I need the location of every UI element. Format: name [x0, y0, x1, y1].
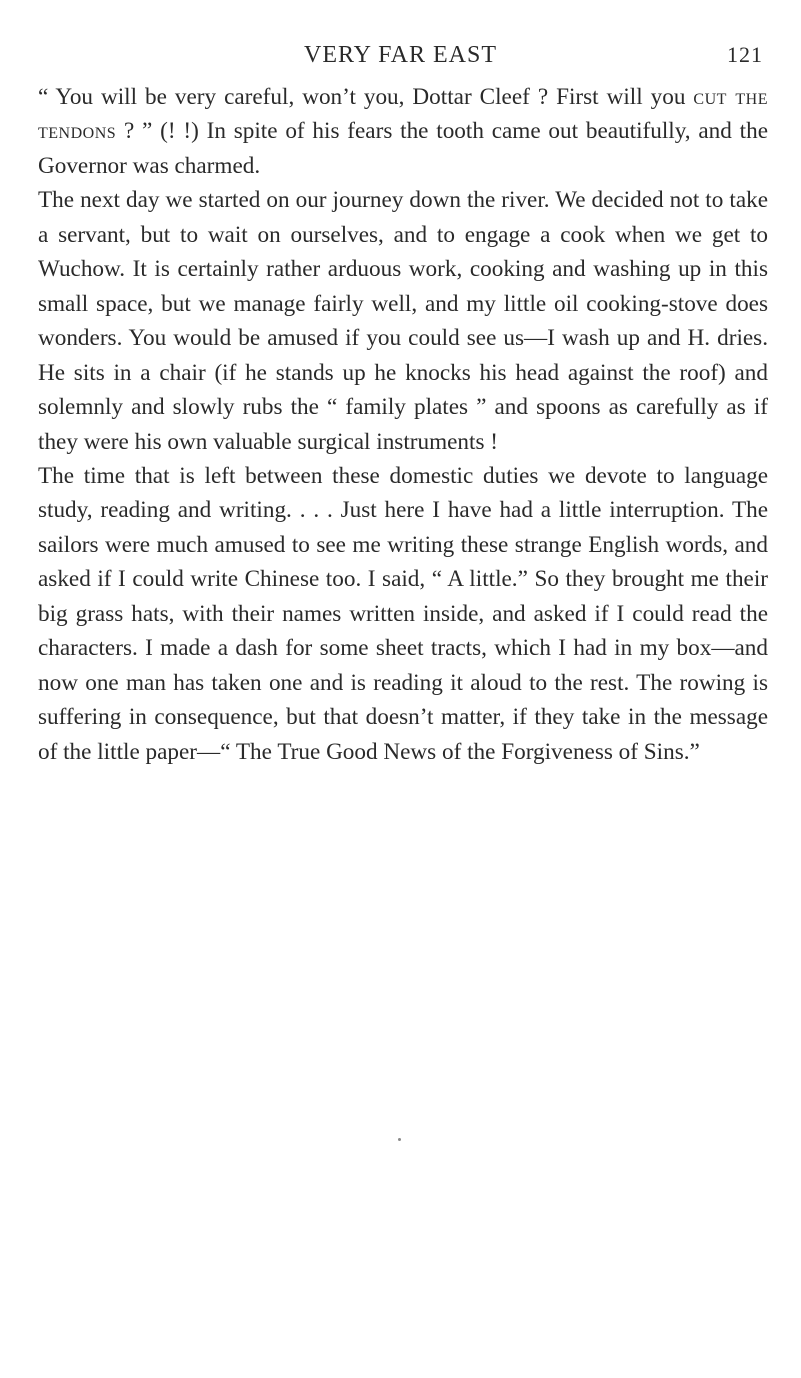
paragraph-1	[38, 80, 768, 183]
paragraph-1-part-a: “ You will be very careful, won’t you, Dottar Cleef ? First will you	[38, 84, 694, 110]
paragraph-2: The next day we started on our journey down the river. We decided not to take a servant, but to wait on ourselves, and to engage a cook when we get to Wuchow. It is certainly rather arduous work, cooking and washing up in this small space, but we manage fairly well, and my little oil cooking-stove does wonders. You would be amused if you could see us—I wash up and H. dries. He sits in a chair (if he stands up he knocks his head against the roof) and solemnly and slowly rubs the “ family plates ” and spoons as carefully as if they were his own valuable surgical instruments !	[38, 187, 768, 455]
paragraph-3: The time that is left between these domestic duties we devote to language study, reading and writing. . . . Just here I have had a little interruption. The sailors were much amused to see me writing these strange English words, and asked if I could write Chinese too. I said, “ A little.” So they brought me their big grass hats, with their names written inside, and asked if I could read the characters. I made a dash for some sheet tracts, which I had in my box—and now one man has taken one and is reading it aloud to the rest. The rowing is suffering in consequence, but that doesn’t matter, if they take in the message of the little paper—“ The True Good News of the Forgiveness of Sins.”	[38, 462, 768, 765]
small-caps-phrase: cut the tendons	[38, 84, 768, 145]
print-speck	[398, 1138, 401, 1141]
paragraph-1-part-b: ? ” (! !) In spite of his fears the tooth came out beautifully, and the Governor was charmed.	[38, 118, 768, 179]
page-number: 121	[727, 42, 763, 67]
running-head	[0, 38, 801, 72]
body-text	[38, 80, 768, 769]
running-title: VERY FAR EAST	[303, 42, 498, 68]
